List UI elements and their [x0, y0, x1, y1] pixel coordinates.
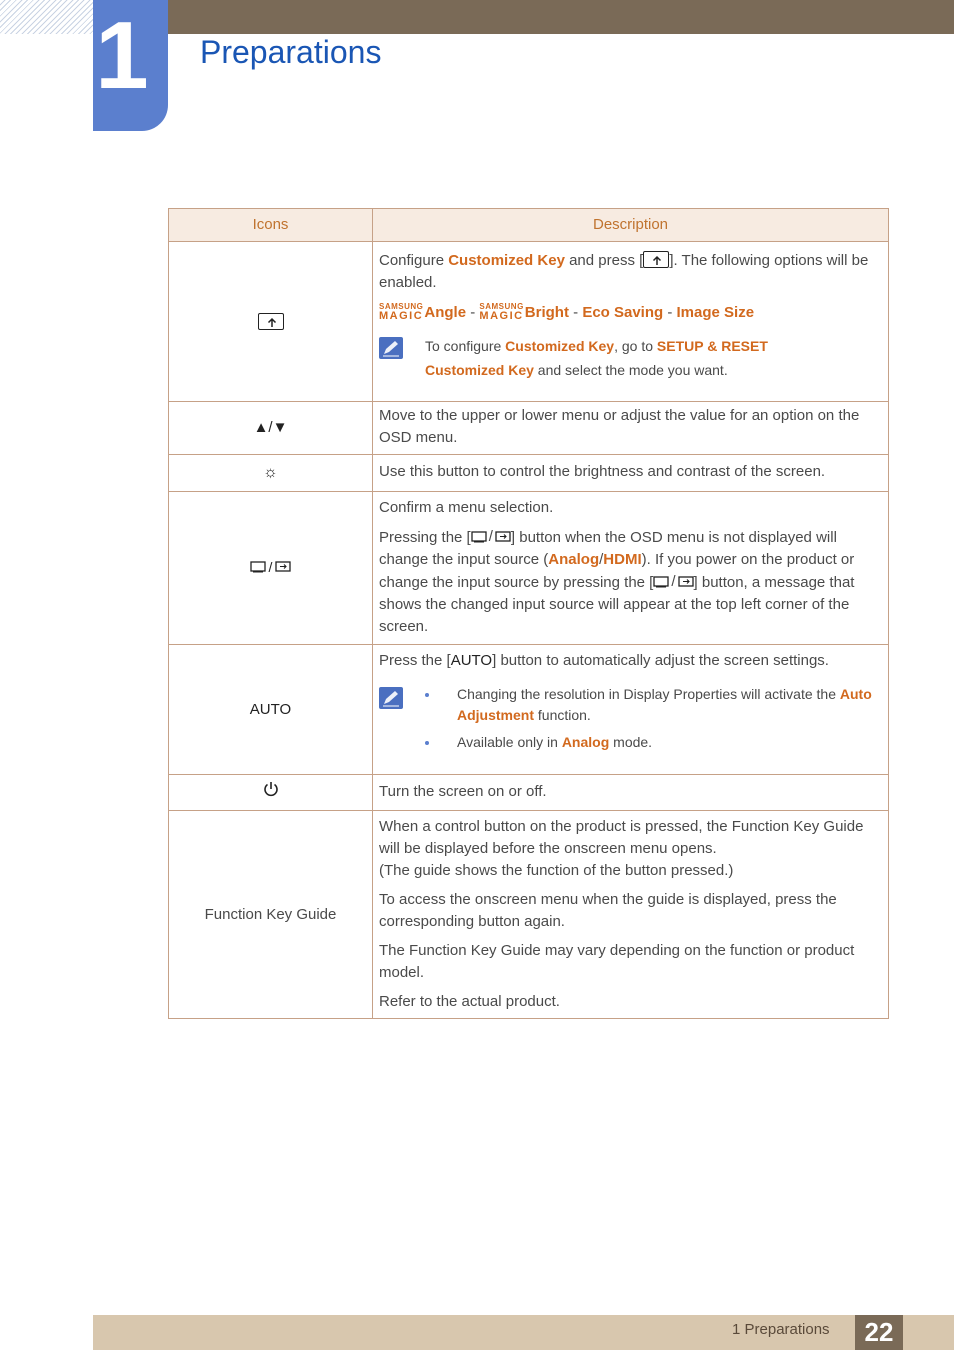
source-enter-icon: / [653, 571, 693, 593]
note-pencil-icon [379, 687, 403, 709]
description-cell: Move to the upper or lower menu or adjust the value for an option on the OSD menu. [373, 402, 889, 455]
description-cell: Press the [AUTO] button to automatically adjust the screen settings. Changing the resolution in Display Properties will activate the Auto Adjustment function. Available only in Analog mode. [373, 645, 889, 775]
auto-button-label: AUTO [249, 700, 292, 718]
customized-key-icon [258, 313, 284, 330]
table-row [169, 455, 889, 492]
description-cell: Turn the screen on or off. [373, 775, 889, 811]
footer-chapter-label: 1 Preparations [732, 1321, 830, 1338]
options-list: SAMSUNG MAGIC Angle - SAMSUNG MAGIC Bright - Eco Saving - Image Size [379, 302, 755, 322]
button-description-table [168, 208, 889, 1019]
option-angle: Angle [424, 304, 467, 321]
customized-key-icon [643, 251, 669, 268]
source-enter-icon: / [471, 526, 511, 548]
table-row [169, 492, 889, 645]
option-image-size: Image Size [676, 304, 755, 321]
header-bar [168, 0, 954, 34]
option-bright: Bright [524, 304, 569, 321]
icon-cell [169, 811, 373, 1019]
icon-cell [169, 242, 373, 402]
description-cell: Use this button to control the brightness and contrast of the screen. [373, 455, 889, 492]
up-down-arrows-icon: ▲/▼ [253, 419, 288, 436]
note-pencil-icon [379, 337, 403, 359]
column-header-description: Description [373, 209, 889, 242]
table-row [169, 811, 889, 1019]
decorative-hatch [0, 0, 93, 34]
samsung-magic-logo: SAMSUNG MAGIC [479, 302, 524, 322]
table-row [169, 775, 889, 811]
note: To configure Customized Key, go to SETUP & RESET Customized Key and select the mode you want. [379, 334, 882, 382]
icon-cell [169, 775, 373, 811]
samsung-magic-logo: SAMSUNG MAGIC [379, 302, 424, 322]
list-item: Changing the resolution in Display Properties will activate the Auto Adjustment function. [425, 684, 882, 726]
icon-cell [169, 402, 373, 455]
bullet-list [425, 684, 882, 753]
table-header-row [169, 209, 889, 242]
function-key-guide-label: Function Key Guide [204, 905, 337, 923]
chapter-tab [93, 0, 168, 131]
page-title: Preparations [200, 34, 382, 70]
table-row [169, 242, 889, 402]
icon-cell [169, 645, 373, 775]
option-eco-saving: Eco Saving [582, 304, 664, 321]
icon-cell [169, 492, 373, 645]
description-cell: Configure Customized Key and press [ ]. The following options will be enabled. SAMSUNG MAGIC Angle - SAMSUNG MAGIC Bright - Eco Saving - Image Size To configure Customized Key, go to SETUP & RESET Customized Key and select the mode you want. [373, 242, 889, 402]
power-icon [262, 780, 280, 805]
list-item: Available only in Analog mode. [425, 732, 882, 753]
customized-key-term: Customized Key [448, 252, 565, 269]
source-enter-icon: / [250, 556, 292, 578]
icon-cell [169, 455, 373, 492]
note [379, 684, 882, 753]
description-cell: Confirm a menu selection. Pressing the [ / ] button when the OSD menu is not displayed will change the input source (Analog/HDMI). If you power on the product or change the input source by pressing the [ / ] button, a message that shows the changed input source will appear at the top left corner of the screen. [373, 492, 889, 645]
column-header-icons: Icons [169, 209, 373, 242]
table-row [169, 402, 889, 455]
page-number: 22 [855, 1315, 903, 1350]
description-cell: When a control button on the product is pressed, the Function Key Guide will be displayed before the onscreen menu opens. (The guide shows the function of the button pressed.) To access the onscreen menu when the guide is displayed, press the corresponding button again. The Function Key Guide may vary depending on the function or product model. Refer to the actual product. [373, 811, 889, 1019]
chapter-number: 1 [95, 2, 149, 109]
table-row [169, 645, 889, 775]
brightness-icon: ☼ [263, 464, 278, 481]
